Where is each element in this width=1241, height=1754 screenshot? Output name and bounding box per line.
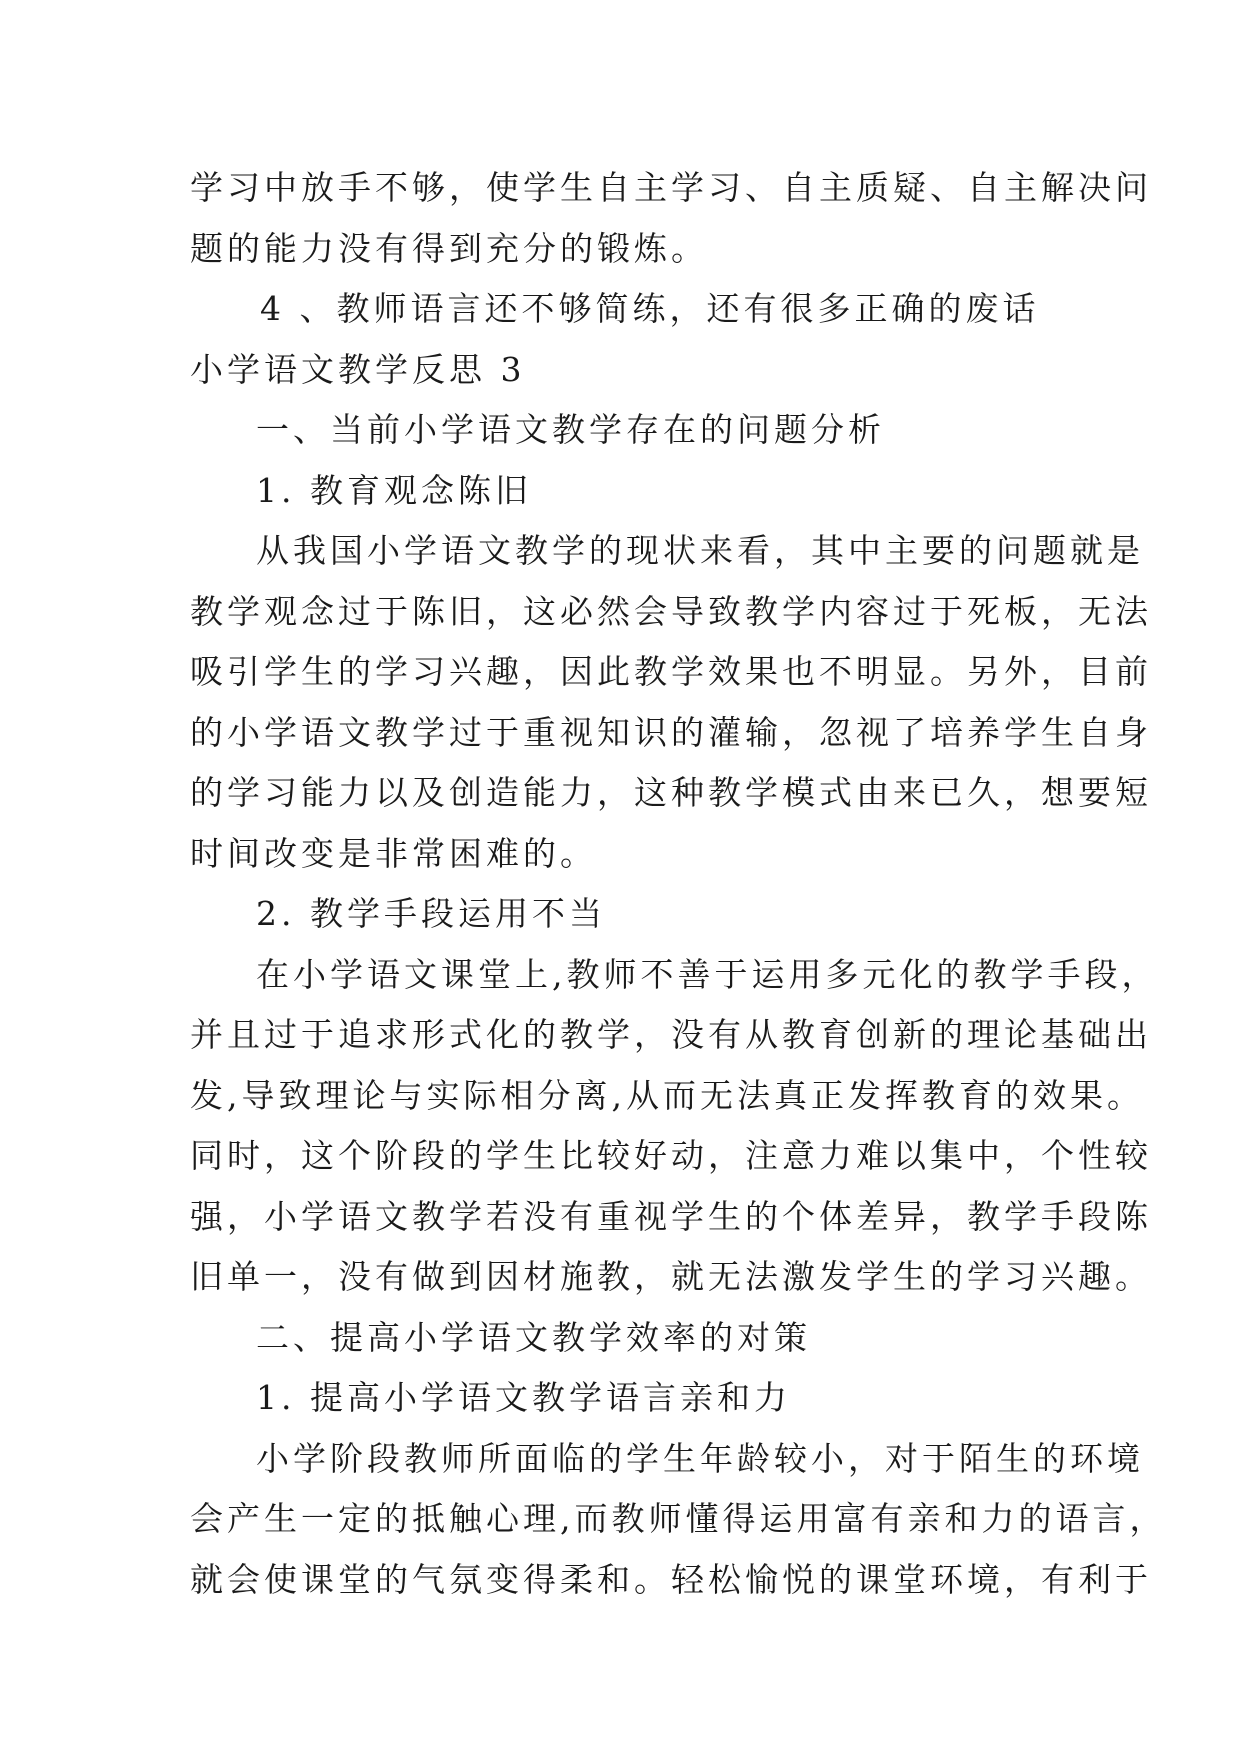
heading-level-2: 1. 教育观念陈旧 [256,470,532,510]
heading-level-1: 一、当前小学语文教学存在的问题分析 [256,410,885,449]
paragraph-line: 强，小学语文教学若没有重视学生的个体差异，教学手段陈 [190,1196,1152,1236]
heading-level-2: 1. 提高小学语文教学语言亲和力 [256,1378,791,1417]
paragraph-line: 并且过于追求形式化的教学，没有从教育创新的理论基础出 [190,1015,1152,1054]
paragraph-line: 发,导致理论与实际相分离,从而无法真正发挥教育的效果。 [190,1075,1144,1115]
paragraph-line: 从我国小学语文教学的现状来看，其中主要的问题就是 [256,531,1144,570]
paragraph-line: 时间改变是非常困难的。 [190,833,597,873]
body-text [190,158,1167,1610]
paragraph-line: 旧单一，没有做到因材施教，就无法激发学生的学习兴趣。 [190,1257,1152,1296]
paragraph-line: 就会使课堂的气氛变得柔和。轻松愉悦的课堂环境，有利于 [190,1559,1152,1599]
section-title: 小学语文教学反思 3 [190,349,526,389]
paragraph-line: 同时，这个阶段的学生比较好动，注意力难以集中，个性较 [190,1136,1152,1175]
list-item-line: 4 、教师语言还不够简练，还有很多正确的废话 [260,289,1040,328]
heading-level-2: 2. 教学手段运用不当 [256,894,606,933]
paragraph-line: 会产生一定的抵触心理,而教师懂得运用富有亲和力的语言， [190,1499,1167,1538]
paragraph-line: 学习中放手不够，使学生自主学习、自主质疑、自主解决问 [190,168,1152,207]
paragraph-line: 教学观念过于陈旧，这必然会导致教学内容过于死板，无法 [190,591,1152,631]
paragraph-line: 吸引学生的学习兴趣，因此教学效果也不明显。另外，目前 [190,652,1152,691]
paragraph-line: 的小学语文教学过于重视知识的灌输，忽视了培养学生自身 [190,712,1152,752]
paragraph-line: 在小学语文课堂上,教师不善于运用多元化的教学手段， [256,954,1159,994]
paragraph-line: 小学阶段教师所面临的学生年龄较小，对于陌生的环境 [256,1438,1144,1478]
paragraph-line: 的学习能力以及创造能力，这种教学模式由来已久，想要短 [190,773,1152,812]
heading-level-1: 二、提高小学语文教学效率的对策 [256,1317,811,1357]
paragraph-line: 题的能力没有得到充分的锻炼。 [190,228,708,268]
